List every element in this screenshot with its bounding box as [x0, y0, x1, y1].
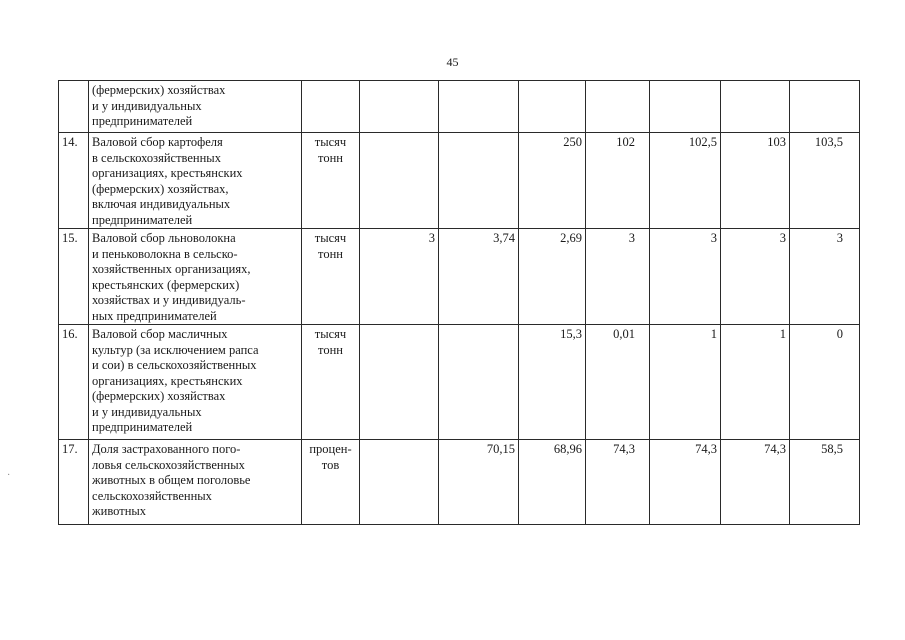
value-cell: 15,3: [519, 325, 586, 440]
value-cell: 3: [721, 229, 790, 325]
value-cell: 74,3: [650, 440, 721, 525]
value-cell: [790, 81, 860, 133]
indicator-name-line: и у индивидуальных: [92, 98, 202, 113]
table-row: [59, 81, 860, 133]
unit-line: тысяч: [314, 327, 347, 341]
row-number-cell: 14.: [59, 133, 89, 229]
indicator-name-line: организациях, крестьянских: [92, 373, 243, 388]
value-cell: 74,3: [721, 440, 790, 525]
indicator-name-cell: [89, 325, 302, 440]
value-cell: 3,74: [439, 229, 519, 325]
value-cell: 3: [360, 229, 439, 325]
unit-line: тысяч: [314, 231, 347, 245]
indicator-name-cell: [89, 133, 302, 229]
value-cell: 68,96: [519, 440, 586, 525]
unit-cell: [302, 81, 360, 133]
page-number: 45: [446, 55, 459, 69]
value-cell: [650, 81, 721, 133]
unit-line: тонн: [318, 150, 343, 165]
value-cell: [360, 440, 439, 525]
value-cell: 0: [790, 325, 860, 440]
indicator-name-line: в сельскохозяйственных: [92, 150, 221, 165]
indicator-name-line: и у индивидуальных: [92, 404, 202, 419]
indicator-name-cell: [89, 81, 302, 133]
value-cell: [439, 81, 519, 133]
indicator-name-line: ловья сельскохозяйственных: [92, 457, 245, 472]
indicator-name-line: культур (за исключением рапса: [92, 342, 259, 357]
row-number-cell: 15.: [59, 229, 89, 325]
value-cell: 3: [650, 229, 721, 325]
value-cell: 2,69: [519, 229, 586, 325]
unit-cell: [302, 440, 360, 525]
value-cell: 70,15: [439, 440, 519, 525]
value-cell: 3: [790, 229, 860, 325]
indicator-name-cell: [89, 229, 302, 325]
table-row: [59, 229, 860, 325]
indicator-name-line: Валовой сбор льноволокна: [92, 231, 236, 245]
value-cell: 250: [519, 133, 586, 229]
indicator-name-line: животных в общем поголовье: [92, 473, 251, 487]
table-row: [59, 133, 860, 229]
row-number-cell: 16.: [59, 325, 89, 440]
value-cell: 58,5: [790, 440, 860, 525]
value-cell: 3: [586, 229, 650, 325]
indicator-name-line: предпринимателей: [92, 212, 193, 227]
indicator-name-line: включая индивидуальных: [92, 197, 231, 211]
indicator-name-line: организациях, крестьянских: [92, 166, 243, 180]
value-cell: 102,5: [650, 133, 721, 229]
indicators-table: [58, 80, 860, 525]
value-cell: 103,5: [790, 133, 860, 229]
unit-line: тонн: [318, 342, 343, 357]
indicator-name-line: Валовой сбор картофеля: [92, 135, 223, 149]
value-cell: 103: [721, 133, 790, 229]
unit-cell: [302, 325, 360, 440]
indicator-name-line: крестьянских (фермерских): [92, 277, 240, 292]
indicator-name-line: (фермерских) хозяйствах: [92, 83, 226, 97]
indicator-name-line: и сои) в сельскохозяйственных: [92, 358, 257, 372]
table-row: [59, 440, 860, 525]
value-cell: 0,01: [586, 325, 650, 440]
unit-line: тонн: [318, 246, 343, 261]
indicator-name-line: Валовой сбор масличных: [92, 327, 228, 341]
value-cell: 102: [586, 133, 650, 229]
indicator-name-line: сельскохозяйственных: [92, 488, 212, 503]
indicator-name-line: ных предпринимателей: [92, 308, 217, 323]
table-row: [59, 325, 860, 440]
indicator-name-line: предпринимателей: [92, 420, 193, 434]
value-cell: [439, 133, 519, 229]
indicator-name-line: хозяйственных организациях,: [92, 262, 251, 276]
indicator-name-line: и пеньковолокна в сельско-: [92, 246, 238, 261]
value-cell: [360, 81, 439, 133]
value-cell: [360, 133, 439, 229]
indicator-name-line: хозяйствах и у индивидуаль-: [92, 293, 246, 307]
value-cell: 1: [721, 325, 790, 440]
indicator-name-line: Доля застрахованного пого-: [92, 442, 241, 456]
indicator-name-line: животных: [92, 504, 147, 518]
value-cell: [586, 81, 650, 133]
unit-line: процен-: [309, 442, 352, 456]
indicator-name-line: (фермерских) хозяйствах,: [92, 181, 229, 196]
row-number-cell: [59, 81, 89, 133]
unit-line: тов: [321, 457, 340, 472]
value-cell: 1: [650, 325, 721, 440]
row-number-cell: 17.: [59, 440, 89, 525]
indicator-name-line: предпринимателей: [92, 114, 193, 128]
value-cell: [721, 81, 790, 133]
unit-cell: [302, 133, 360, 229]
value-cell: [360, 325, 439, 440]
value-cell: [519, 81, 586, 133]
indicator-name-cell: [89, 440, 302, 525]
unit-cell: [302, 229, 360, 325]
indicator-name-line: (фермерских) хозяйствах: [92, 389, 226, 403]
unit-line: тысяч: [314, 135, 347, 149]
value-cell: 74,3: [586, 440, 650, 525]
value-cell: [439, 325, 519, 440]
scan-margin-mark: ·: [7, 470, 11, 481]
